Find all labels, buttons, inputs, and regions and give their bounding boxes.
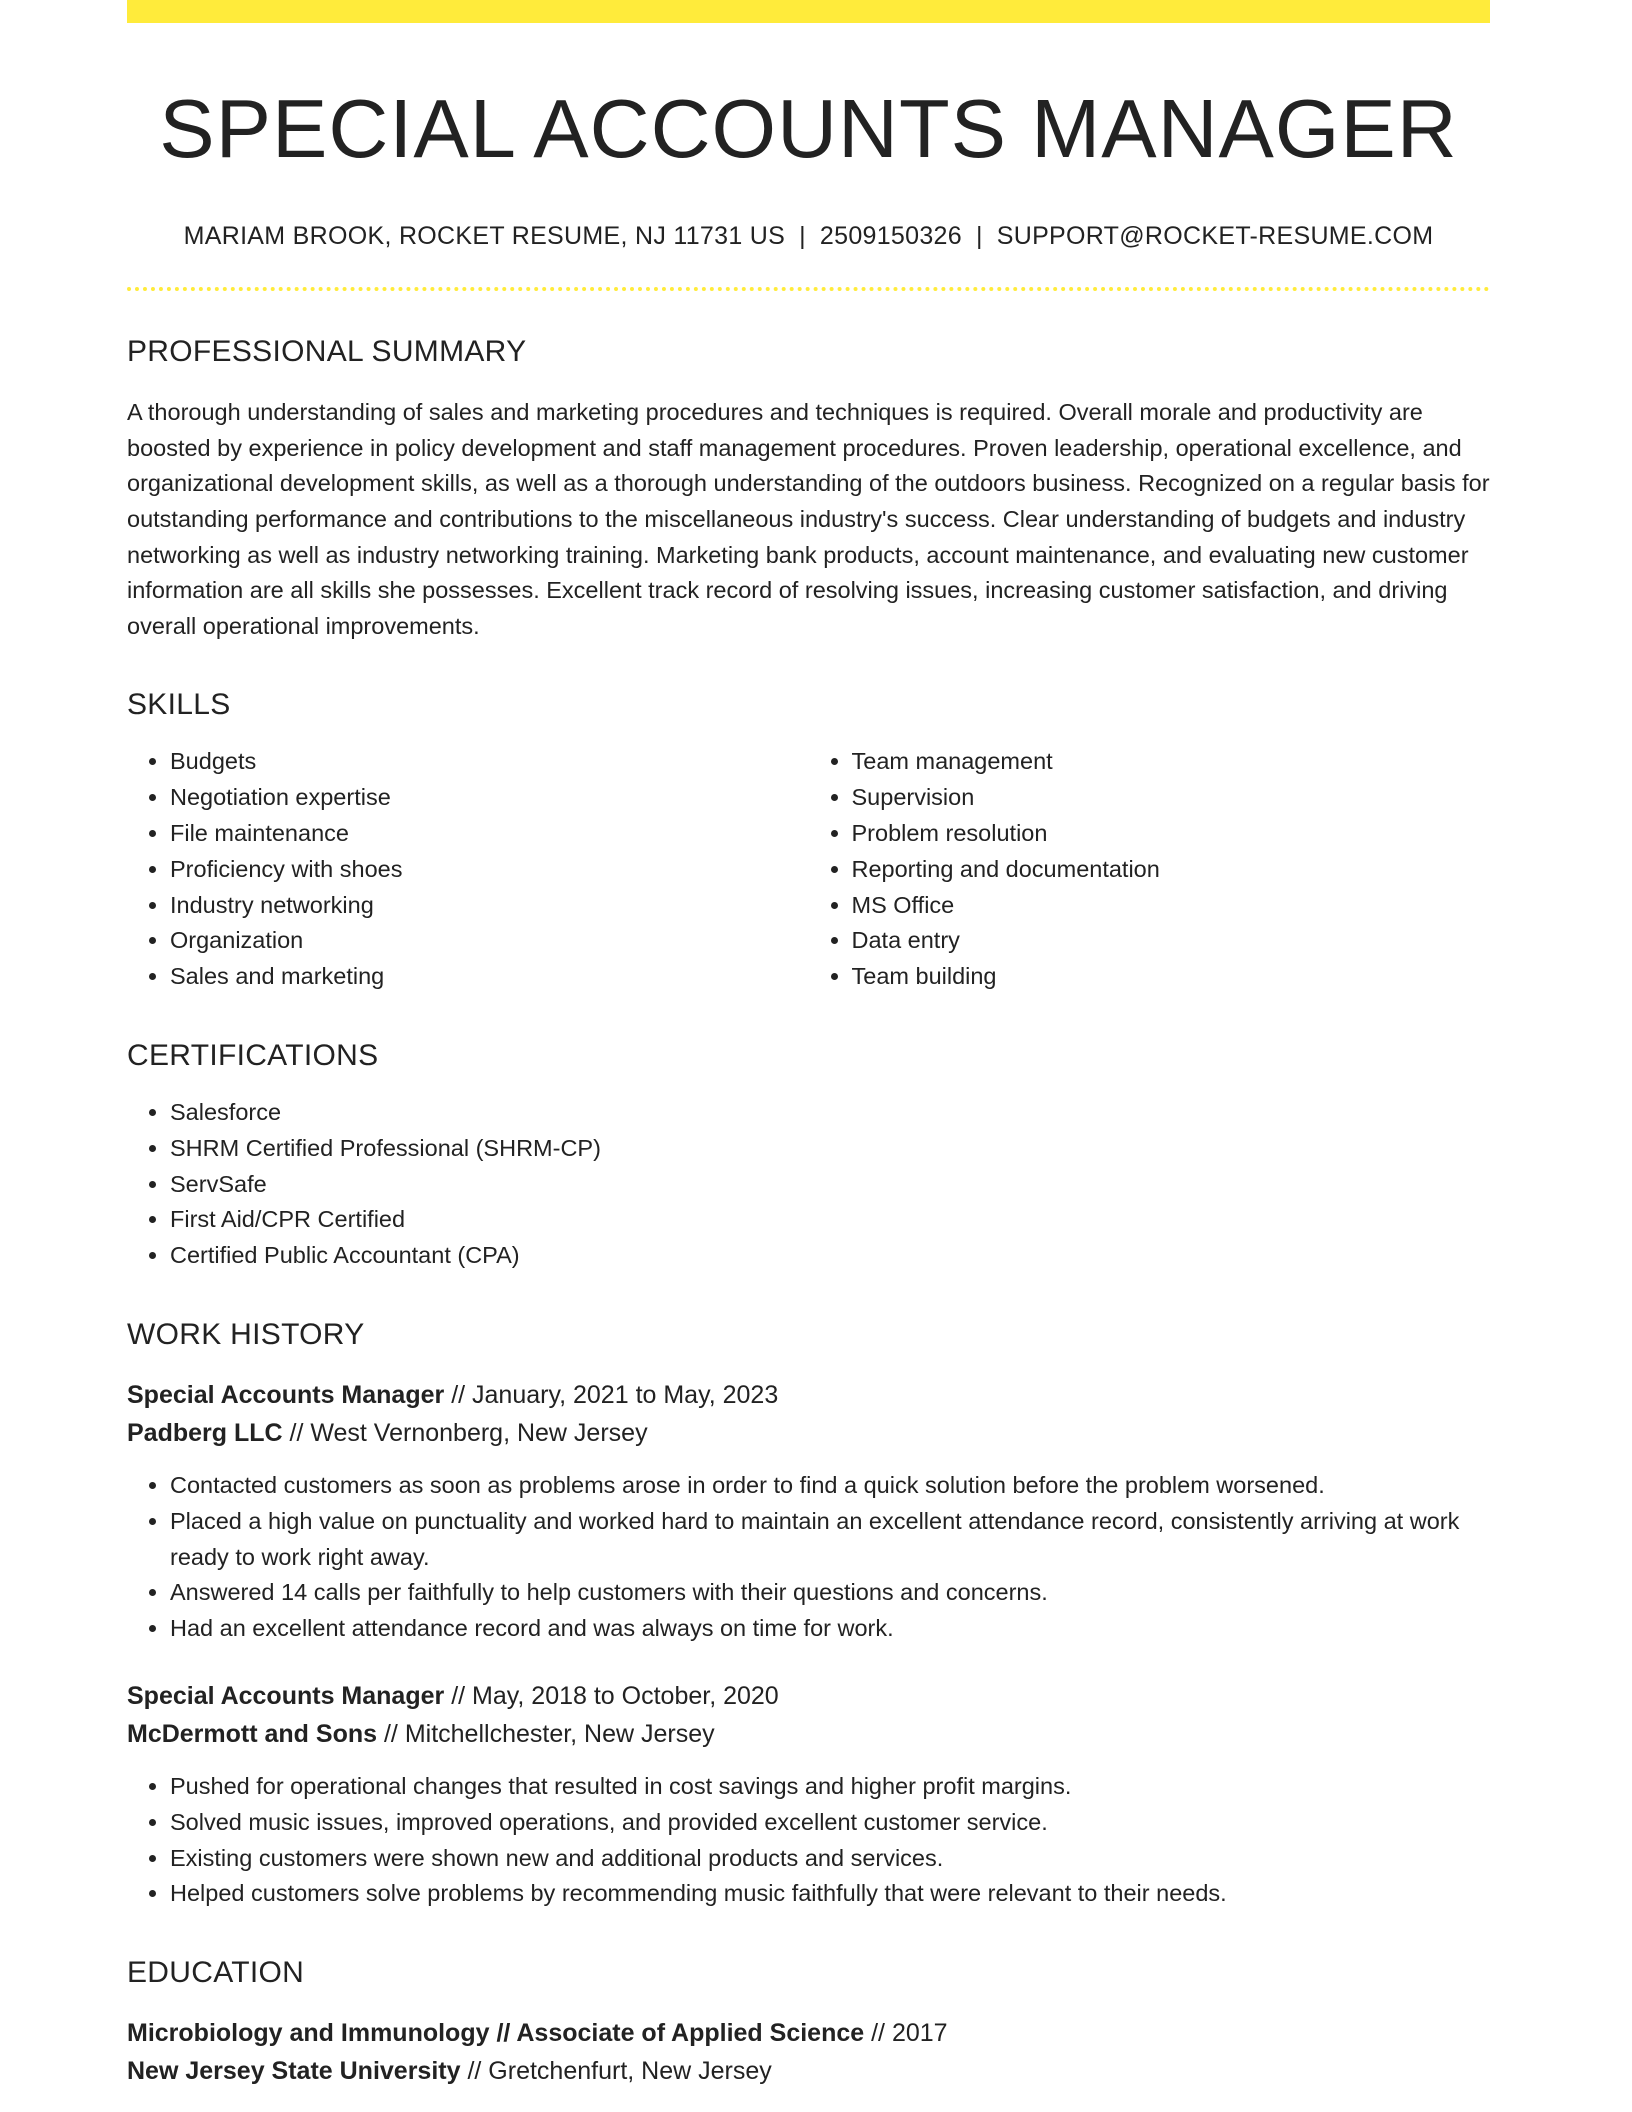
skill-item: • Data entry [852, 923, 1491, 959]
skill-item: • Problem resolution [852, 816, 1491, 852]
job-company-line [127, 1414, 1490, 1452]
education-year: // 2017 [871, 2019, 948, 2048]
skill-item: • Sales and marketing [170, 959, 809, 995]
education-degree-line [127, 2014, 1490, 2052]
contact-email: SUPPORT@ROCKET-RESUME.COM [996, 222, 1434, 251]
job-bullet: • Helped customers solve problems by recommending music faithfully that were relevant to their needs. [170, 1876, 1490, 1912]
contact-separator: | [799, 222, 806, 251]
job-company: McDermott and Sons [127, 1720, 378, 1748]
education-school-line [127, 2052, 1490, 2090]
job-title: Special Accounts Manager [127, 1682, 445, 1710]
job-company-line [127, 1715, 1490, 1753]
job-bullet: • Had an excellent attendance record and was always on time for work. [170, 1611, 1490, 1647]
job-bullets [127, 1468, 1490, 1647]
job-title-line [127, 1376, 1490, 1414]
certification-item: • ServSafe [170, 1167, 1490, 1203]
resume-page [127, 0, 1490, 2090]
summary-text: A thorough understanding of sales and marketing procedures and techniques is required. Overall morale and productivity are boosted by experience in policy development and staff management procedures. Proven leadership, operational excellence, and organizational development skills, as well as a thorough understanding of the outdoors business. Recognized on a regular basis for outstanding performance and contributions to the miscellaneous industry's success. Clear understanding of budgets and industry networking as well as industry networking training. Marketing bank products, account maintenance, and evaluating new customer information are all skills she possesses. Excellent track record of resolving issues, increasing customer satisfaction, and driving overall operational improvements. [127, 399, 1490, 639]
job-bullet: • Placed a high value on punctuality and worked hard to maintain an excellent attendance record, consistently arriving at work ready to work right away. [170, 1504, 1490, 1576]
skill-item: • Organization [170, 923, 809, 959]
resume-title: SPECIAL ACCOUNTS MANAGER [159, 82, 1458, 175]
skill-item: • Team building [852, 959, 1491, 995]
skill-item: • MS Office [852, 888, 1491, 924]
certification-item: • SHRM Certified Professional (SHRM-CP) [170, 1131, 1490, 1167]
job-bullet: • Pushed for operational changes that resulted in cost savings and higher profit margins. [170, 1769, 1490, 1805]
education-location: // Gretchenfurt, New Jersey [467, 2057, 772, 2086]
contact-line [127, 222, 1490, 251]
section-heading-summary: PROFESSIONAL SUMMARY [127, 335, 527, 369]
skill-item: • Negotiation expertise [170, 780, 809, 816]
job-bullet: • Existing customers were shown new and additional products and services. [170, 1841, 1490, 1877]
skills-columns [127, 744, 1490, 995]
job-bullet: • Solved music issues, improved operations, and provided excellent customer service. [170, 1805, 1490, 1841]
job-dates: // January, 2021 to May, 2023 [451, 1381, 779, 1410]
certifications-list [127, 1095, 1490, 1274]
section-heading-certifications: CERTIFICATIONS [127, 1039, 379, 1073]
contact-phone: 2509150326 [819, 222, 962, 251]
job-title-line [127, 1677, 1490, 1715]
skills-list-right [809, 744, 1491, 995]
certification-item: • Certified Public Accountant (CPA) [170, 1238, 1490, 1274]
job-bullet: • Answered 14 calls per faithfully to help customers with their questions and concerns. [170, 1575, 1490, 1611]
job-location: // Mitchellchester, New Jersey [383, 1720, 715, 1748]
certification-item: • Salesforce [170, 1095, 1490, 1131]
job-bullet: • Contacted customers as soon as problems arose in order to find a quick solution before the problem worsened. [170, 1468, 1490, 1504]
education-degree: Microbiology and Immunology // Associate of Applied Science [127, 2019, 865, 2048]
job-bullets [127, 1769, 1490, 1912]
top-accent-bar [127, 0, 1490, 23]
job-dates: // May, 2018 to October, 2020 [451, 1682, 779, 1710]
skill-item: • Proficiency with shoes [170, 852, 809, 888]
section-heading-education: EDUCATION [127, 1956, 305, 1990]
skill-item: • Industry networking [170, 888, 809, 924]
skill-item: • File maintenance [170, 816, 809, 852]
certification-item: • First Aid/CPR Certified [170, 1202, 1490, 1238]
dotted-divider [127, 287, 1490, 291]
skill-item: • Team management [852, 744, 1491, 780]
skills-list-left [127, 744, 809, 995]
job-title: Special Accounts Manager [127, 1381, 445, 1410]
skill-item: • Budgets [170, 744, 809, 780]
skill-item: • Supervision [852, 780, 1491, 816]
contact-address: MARIAM BROOK, ROCKET RESUME, NJ 11731 US [183, 222, 786, 251]
job-company: Padberg LLC [127, 1419, 283, 1448]
section-heading-skills: SKILLS [127, 688, 231, 722]
skill-item: • Reporting and documentation [852, 852, 1491, 888]
job-location: // West Vernonberg, New Jersey [289, 1419, 648, 1448]
contact-separator: | [975, 222, 983, 251]
job-entry [127, 1376, 1490, 1647]
section-heading-work-history: WORK HISTORY [127, 1318, 365, 1352]
job-entry [127, 1677, 1490, 1912]
education-school: New Jersey State University [127, 2057, 461, 2086]
